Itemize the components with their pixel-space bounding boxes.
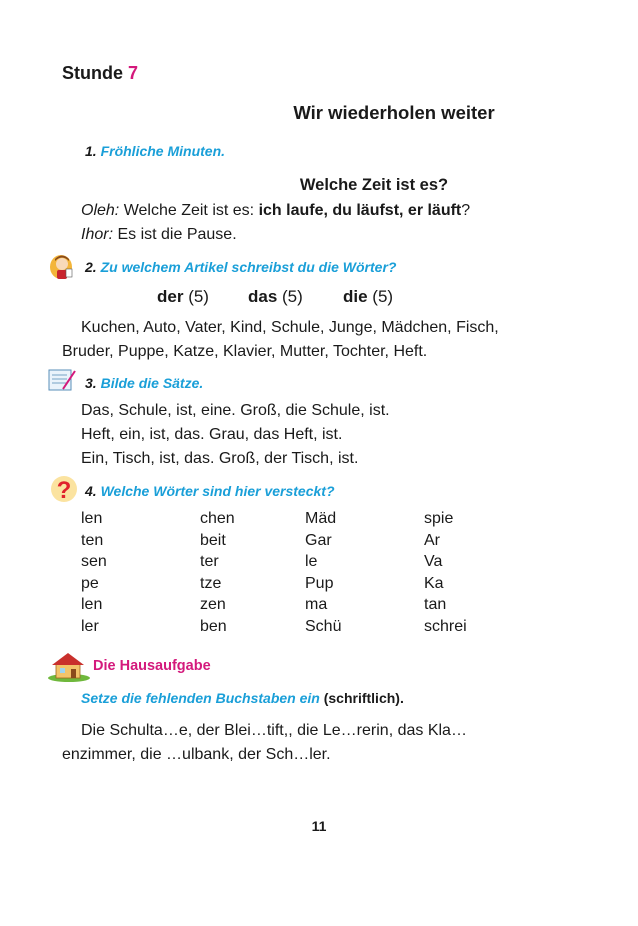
syllable: Schü (305, 617, 342, 635)
syllable: spie (424, 510, 454, 527)
article-das-count: (5) (277, 287, 303, 306)
task1-dialogue-line1 (81, 199, 470, 223)
syllable: chen (200, 510, 235, 527)
task2-words-line1: Kuchen, Auto, Vater, Kind, Schule, Junge, Mädchen, Fisch, (81, 319, 499, 336)
syllable-column-1 (81, 508, 107, 638)
homework-instruction-plain: (schriftlich). (319, 690, 404, 706)
homework-title: Die Hausaufgabe (93, 658, 211, 674)
syllable-column-4 (424, 508, 467, 638)
syllable: ter (200, 553, 219, 571)
syllable: ma (305, 596, 328, 614)
article-die-count: (5) (367, 287, 394, 306)
lesson-heading (62, 63, 138, 84)
article-der-count: (5) (183, 287, 209, 306)
syllable: ler (81, 617, 99, 635)
syllable: tan (424, 596, 447, 614)
task2-words-line2: Bruder, Puppe, Katze, Klavier, Mutter, Tochter, Heft. (62, 343, 428, 360)
syllable: sen (81, 553, 107, 571)
syllable-column-2 (200, 508, 235, 638)
task1-heading (85, 143, 225, 159)
svg-text:?: ? (56, 477, 72, 504)
question-mark-icon (50, 474, 78, 504)
syllable: Gar (305, 531, 332, 549)
speaker-ihor: Ihor: (81, 226, 114, 243)
syllable: beit (200, 531, 226, 549)
article-die (343, 285, 393, 309)
line1-text: Welche Zeit ist es: (119, 202, 259, 219)
syllable: schrei (424, 617, 467, 635)
notebook-icon (47, 367, 77, 393)
article-der-word: der (157, 287, 184, 306)
task1-heading-text: Fröhliche Minuten. (100, 143, 226, 159)
syllable: ten (81, 531, 104, 549)
syllable: len (81, 510, 103, 527)
syllable: le (305, 553, 318, 571)
line2-text: Es ist die Pause. (113, 226, 237, 243)
task3-sentence-1: Das, Schule, ist, eine. Groß, die Schule, ist. (81, 402, 390, 419)
task3-heading-text: Bilde die Sätze. (100, 375, 204, 391)
homework-text-line2: enzimmer, die …ulbank, der Sch…ler. (62, 746, 331, 763)
syllable: Ka (424, 574, 444, 592)
task3-number: 3. (85, 375, 97, 391)
lesson-word: Stunde (62, 63, 123, 83)
homework-instruction (81, 690, 404, 706)
task4-heading (85, 483, 335, 499)
homework-text-line1: Die Schulta…e, der Blei…tift,, die Le…rerin, das Kla… (81, 722, 467, 739)
syllable: Mäd (305, 510, 337, 527)
task4-number: 4. (85, 483, 97, 499)
homework-instruction-italic: Setze die fehlenden Buchstaben ein (81, 690, 320, 706)
task3-heading (85, 375, 203, 391)
task1-dialogue-line2 (81, 223, 237, 247)
task2-number: 2. (85, 259, 97, 275)
syllable-column-3 (305, 508, 341, 638)
task3-sentence-2: Heft, ein, ist, das. Grau, das Heft, ist. (81, 426, 343, 443)
article-das (248, 285, 303, 309)
syllable: tze (200, 574, 222, 592)
task1-subtitle: Welche Zeit ist es? (299, 176, 449, 194)
syllable: zen (200, 596, 226, 614)
task3-sentence-3: Ein, Tisch, ist, das. Groß, der Tisch, ist. (81, 450, 359, 467)
syllable: Ar (424, 531, 440, 549)
house-icon (47, 650, 91, 682)
syllable: Pup (305, 574, 334, 592)
syllable: pe (81, 574, 99, 592)
lesson-number: 7 (128, 63, 139, 83)
task4-heading-text: Welche Wörter sind hier versteckt? (100, 483, 335, 499)
article-die-word: die (343, 287, 368, 306)
line1-bold: ich laufe, du läufst, er läuft (258, 202, 462, 219)
task1-number: 1. (85, 143, 97, 159)
page-title: Wir wiederholen weiter (293, 102, 495, 123)
page-number: 11 (311, 818, 327, 834)
girl-icon (48, 252, 76, 282)
syllable: ben (200, 617, 227, 635)
speaker-oleh: Oleh: (81, 202, 120, 219)
syllable: Va (424, 553, 443, 571)
line1-end: ? (461, 202, 471, 219)
syllable: len (81, 596, 103, 614)
task2-heading (85, 259, 396, 275)
article-der (157, 285, 209, 309)
task2-heading-text: Zu welchem Artikel schreibst du die Wörter? (100, 259, 397, 275)
article-das-word: das (248, 287, 278, 306)
